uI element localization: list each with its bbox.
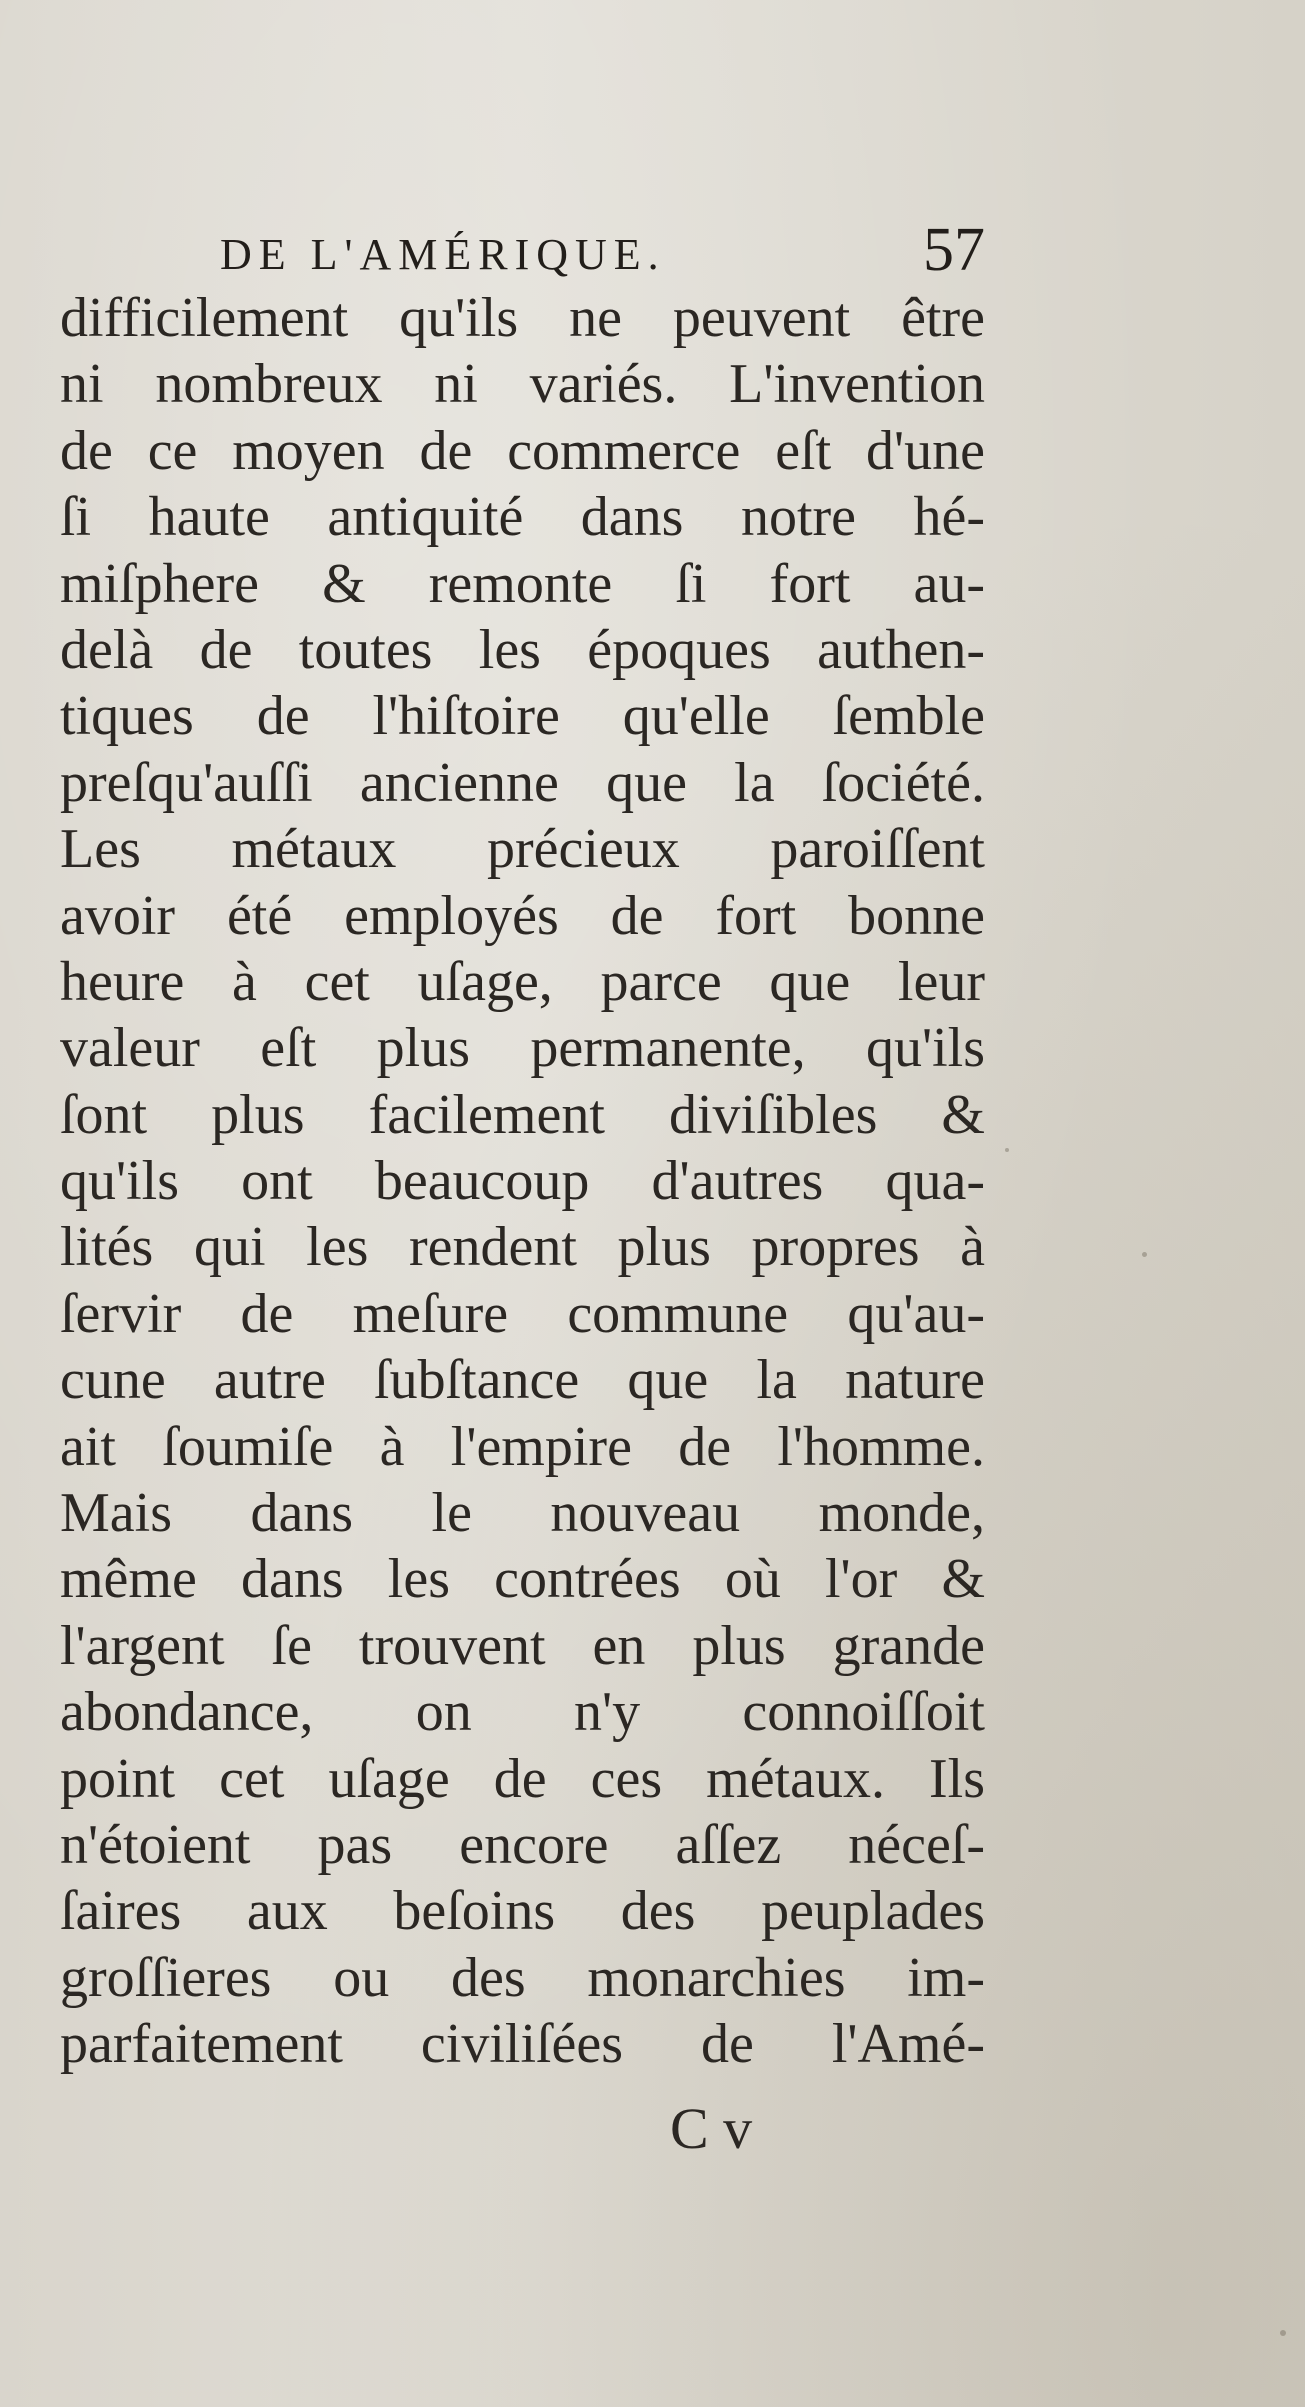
body-text [60,285,985,2078]
text-line: heure à cet uſage, parce que leur [60,950,985,1013]
signature-catchword: C v [670,2096,753,2161]
text-line: même dans les contrées où l'or & [60,1548,985,1611]
running-head [220,215,985,285]
text-line: miſphere & remonte ſi fort au- [60,552,985,615]
text-line: qu'ils ont beaucoup d'autres qua- [60,1150,985,1213]
text-line: tiques de l'hiſtoire qu'elle ſemble [60,685,985,748]
text-line: ſaires aux beſoins des peuplades [60,1880,985,1943]
text-line: l'argent ſe trouvent en plus grande [60,1614,985,1677]
paper-spot [1142,1252,1147,1257]
text-line: cune autre ſubſtance que la nature [60,1349,985,1412]
text-line: preſqu'auſſi ancienne que la ſociété. [60,751,985,814]
paper-spot [1280,2330,1286,2336]
text-line: de ce moyen de commerce eſt d'une [60,419,985,482]
text-line: difficilement qu'ils ne peuvent être [60,287,985,349]
text-line: n'étoient pas encore aſſez néceſ- [60,1813,985,1876]
paper-spot [1005,1148,1009,1152]
text-line: ſont plus facilement diviſibles & [60,1083,985,1146]
text-line: Les métaux précieux paroiſſent [60,818,985,881]
text-line: abondance, on n'y connoiſſoit [60,1681,985,1744]
text-line: Mais dans le nouveau monde, [60,1482,985,1545]
text-line: point cet uſage de ces métaux. Ils [60,1747,985,1810]
text-line: delà de toutes les époques authen- [60,618,985,681]
running-head-title: DE L'AMÉRIQUE. [220,230,666,279]
text-line: groſſieres ou des monarchies im- [60,1946,985,2009]
text-line: ſi haute antiquité dans notre hé- [60,486,985,549]
page-number: 57 [923,216,985,284]
text-line: lités qui les rendent plus propres à [60,1216,985,1279]
text-line: valeur eſt plus permanente, qu'ils [60,1017,985,1080]
text-line: ſervir de meſure commune qu'au- [60,1282,985,1345]
text-line: avoir été employés de fort bonne [60,884,985,947]
text-line: parfaitement civiliſées de l'Amé- [60,2013,985,2076]
text-line: ni nombreux ni variés. L'invention [60,353,985,416]
text-line: ait ſoumiſe à l'empire de l'homme. [60,1415,985,1478]
